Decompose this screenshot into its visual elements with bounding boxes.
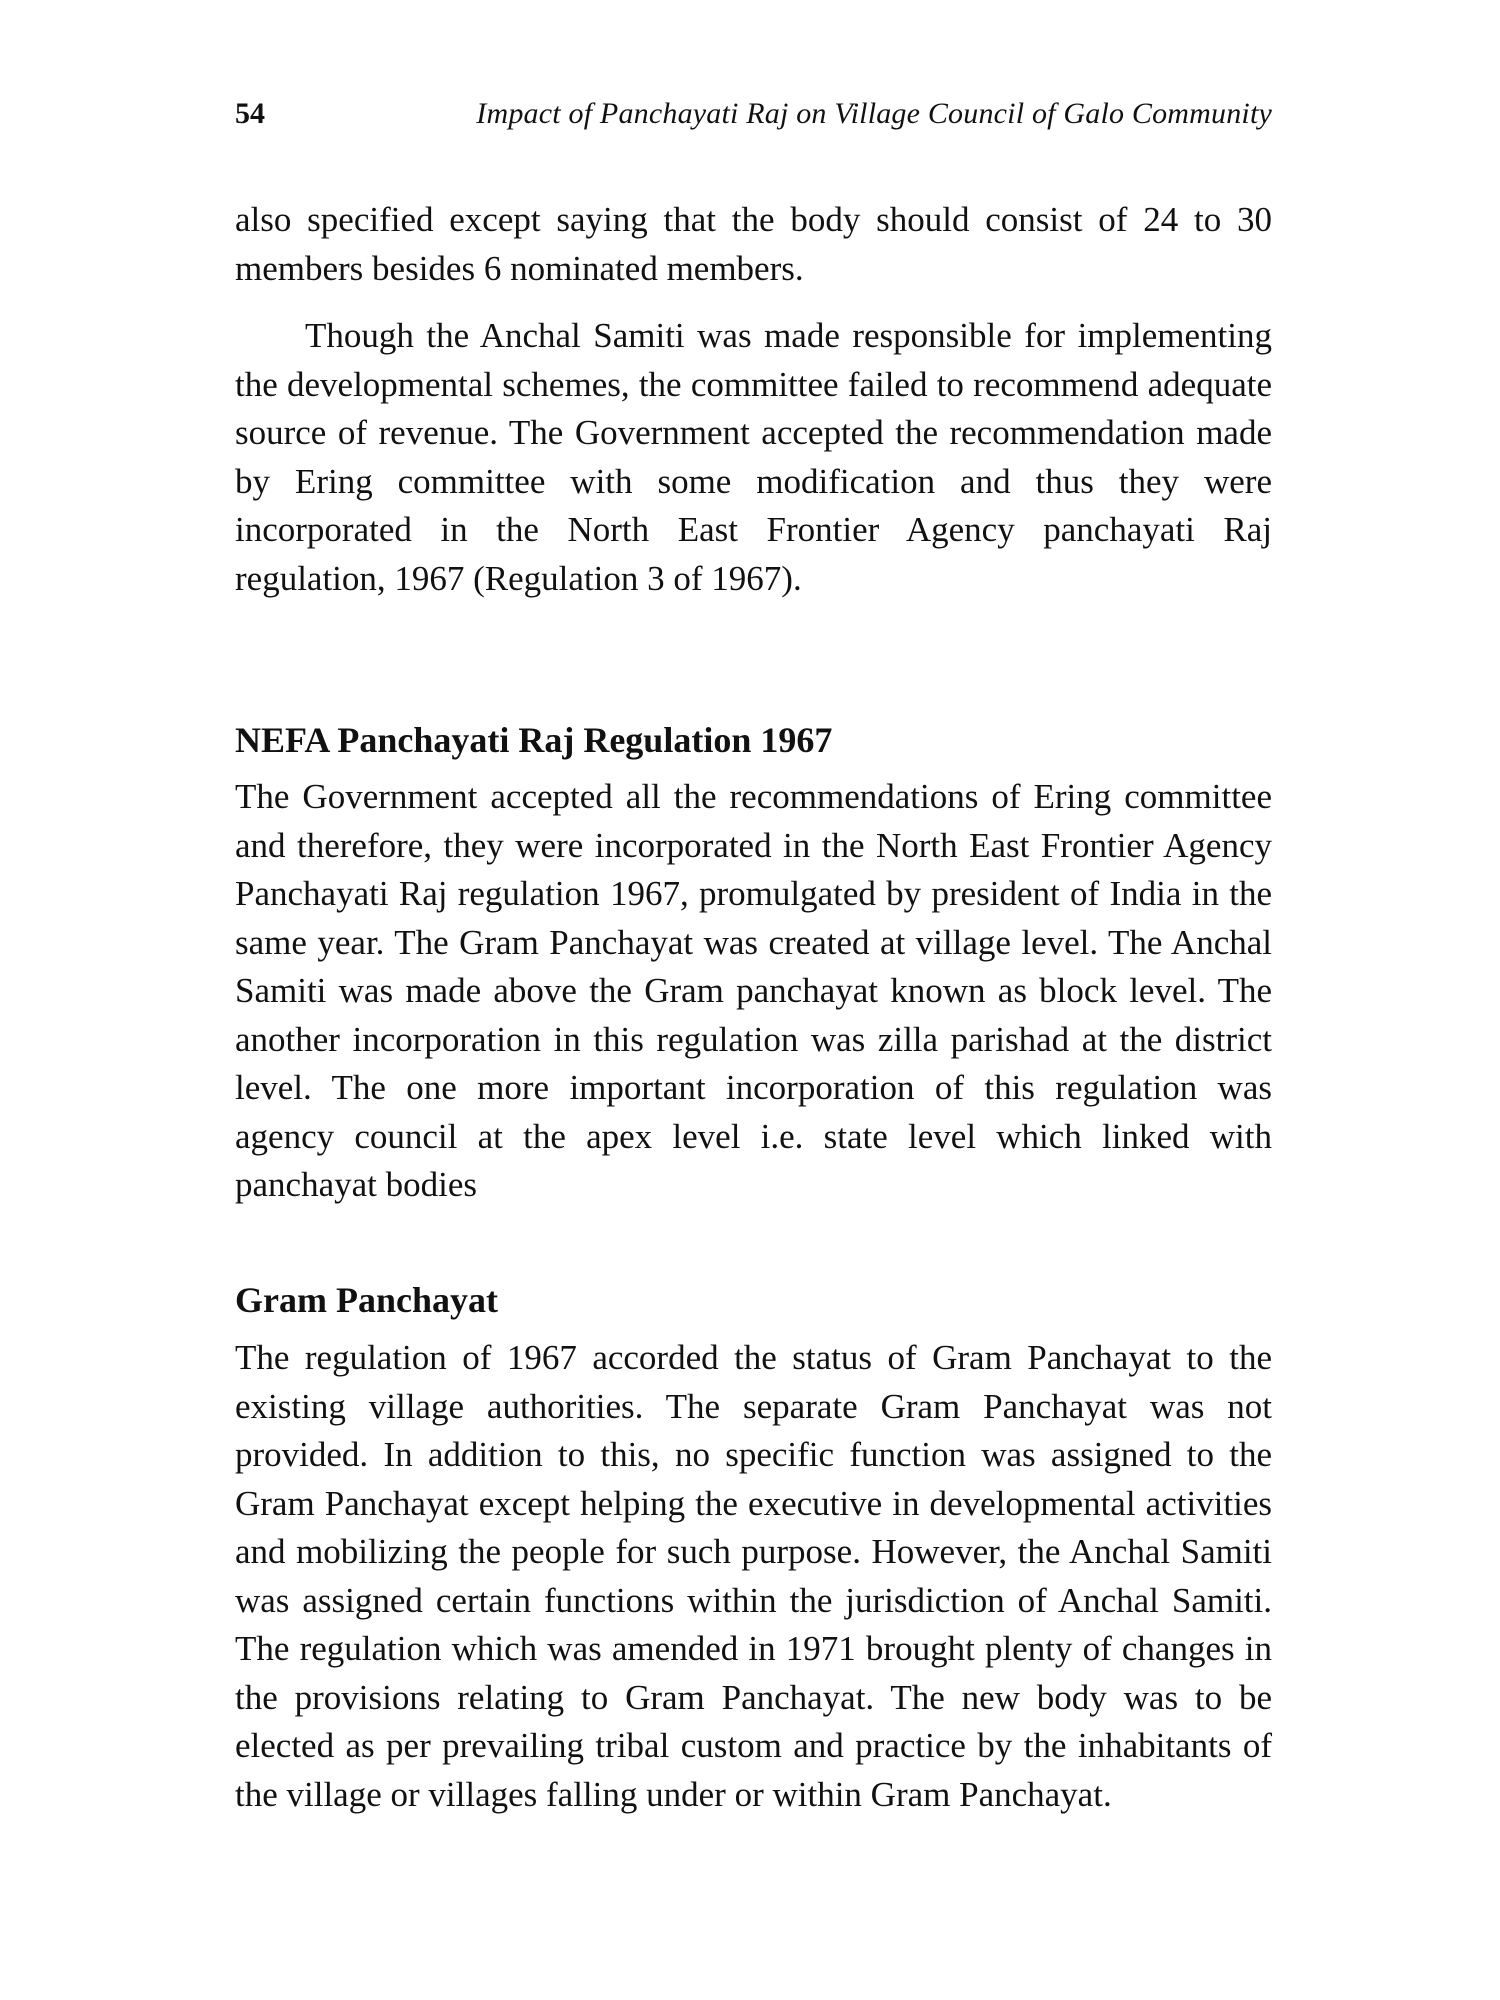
page-number: 54 [235, 97, 265, 130]
paragraph-gram-panchayat: The regulation of 1967 accorded the status of Gram Panchayat to the existing village authorities. The separate Gram Panchayat was not provided. In addition to this, no specific function was assigned to the Gram Panchayat except helping the executive in developmental activities and mobilizing the people for such purpose. However, the Anchal Samiti was assigned certain functions within the jurisdiction of Anchal Samiti. The regulation which was amended in 1971 brought plenty of changes in the provisions relating to Gram Panchayat. The new body was to be elected as per prevailing tribal custom and practice by the inhabitants of the village or villages falling under or within Gram Panchayat. [235, 1338, 1272, 1814]
section-heading-nefa-regulation: NEFA Panchayati Raj Regulation 1967 [235, 720, 833, 760]
running-header [235, 92, 1272, 136]
paragraph-continuation: also specified except saying that the body should consist of 24 to 30 members besides 6 nominated members. [235, 200, 1272, 288]
running-title: Impact of Panchayati Raj on Village Council of Galo Community [476, 97, 1272, 130]
section-heading-gram-panchayat: Gram Panchayat [235, 1280, 498, 1320]
paragraph-anchal-samiti: Though the Anchal Samiti was made responsible for implementing the developmental schemes, the committee failed to recommend adequate source of revenue. The Government accepted the recommendation made by Ering committee with some modification and thus they were incorporated in the North East Frontier Agency panchayati Raj regulation, 1967 (Regulation 3 of 1967). [235, 316, 1272, 598]
paragraph-nefa-regulation: The Government accepted all the recommendations of Ering committee and therefore, they were incorporated in the North East Frontier Agency Panchayati Raj regulation 1967, promulgated by president of India in the same year. The Gram Panchayat was created at village level. The Anchal Samiti was made above the Gram panchayat known as block level. The another incorporation in this regulation was zilla parishad at the district level. The one more important incorporation of this regulation was agency council at the apex level i.e. state level which linked with panchayat bodies [235, 777, 1272, 1204]
